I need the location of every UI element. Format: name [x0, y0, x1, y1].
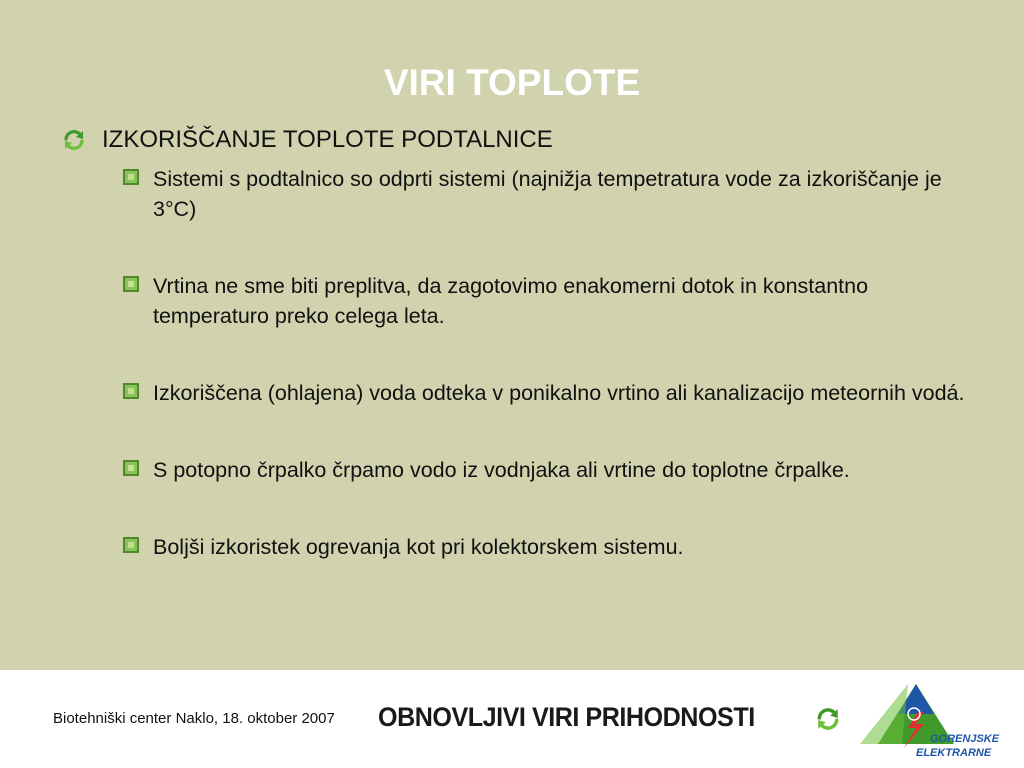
- bullet-text: Vrtina ne sme biti preplitva, da zagotovimo enakomerni dotok in konstantno temperaturo preko celega leta.: [153, 274, 869, 328]
- recycle-arrows-icon: [62, 128, 86, 152]
- green-square-bullet-icon: [122, 275, 140, 293]
- green-square-bullet-icon: [122, 459, 140, 477]
- logo-mountain-light: [860, 684, 908, 744]
- bullet-text: S potopno črpalko črpamo vodo iz vodnjaka ali vrtine do toplotne črpalke.: [153, 458, 850, 482]
- section-heading: IZKORIŠČANJE TOPLOTE PODTALNICE: [102, 126, 553, 153]
- list-item: [122, 378, 982, 408]
- gorenjske-elektrarne-logo: [858, 682, 1016, 760]
- logo-text-line1: GORENJSKE: [930, 733, 1000, 745]
- list-item: [122, 164, 982, 224]
- brand-banner: OBNOVLJIVI VIRI PRIHODNOSTI: [378, 702, 755, 732]
- bullet-text: Izkoriščena (ohlajena) voda odteka v ponikalno vrtino ali kanalizacijo meteornih vodá.: [153, 381, 965, 405]
- bullet-text: Boljši izkoristek ogrevanja kot pri kolektorskem sistemu.: [153, 535, 684, 559]
- list-item: [122, 271, 982, 331]
- footer-event-text: Biotehniški center Naklo, 18. oktober 2007: [53, 710, 335, 727]
- green-square-bullet-icon: [122, 536, 140, 554]
- bullet-list: [122, 164, 982, 609]
- logo-text-line2: ELEKTRARNE: [916, 747, 992, 759]
- bullet-text: Sistemi s podtalnico so odprti sistemi (najnižja tempetratura vode za izkoriščanje je 3°C): [153, 167, 942, 221]
- section-heading-row: [62, 124, 553, 156]
- recycle-arrows-icon: [815, 706, 841, 732]
- green-square-bullet-icon: [122, 168, 140, 186]
- slide-title: VIRI TOPLOTE: [383, 62, 641, 103]
- list-item: [122, 455, 982, 485]
- green-square-bullet-icon: [122, 382, 140, 400]
- list-item: [122, 532, 982, 562]
